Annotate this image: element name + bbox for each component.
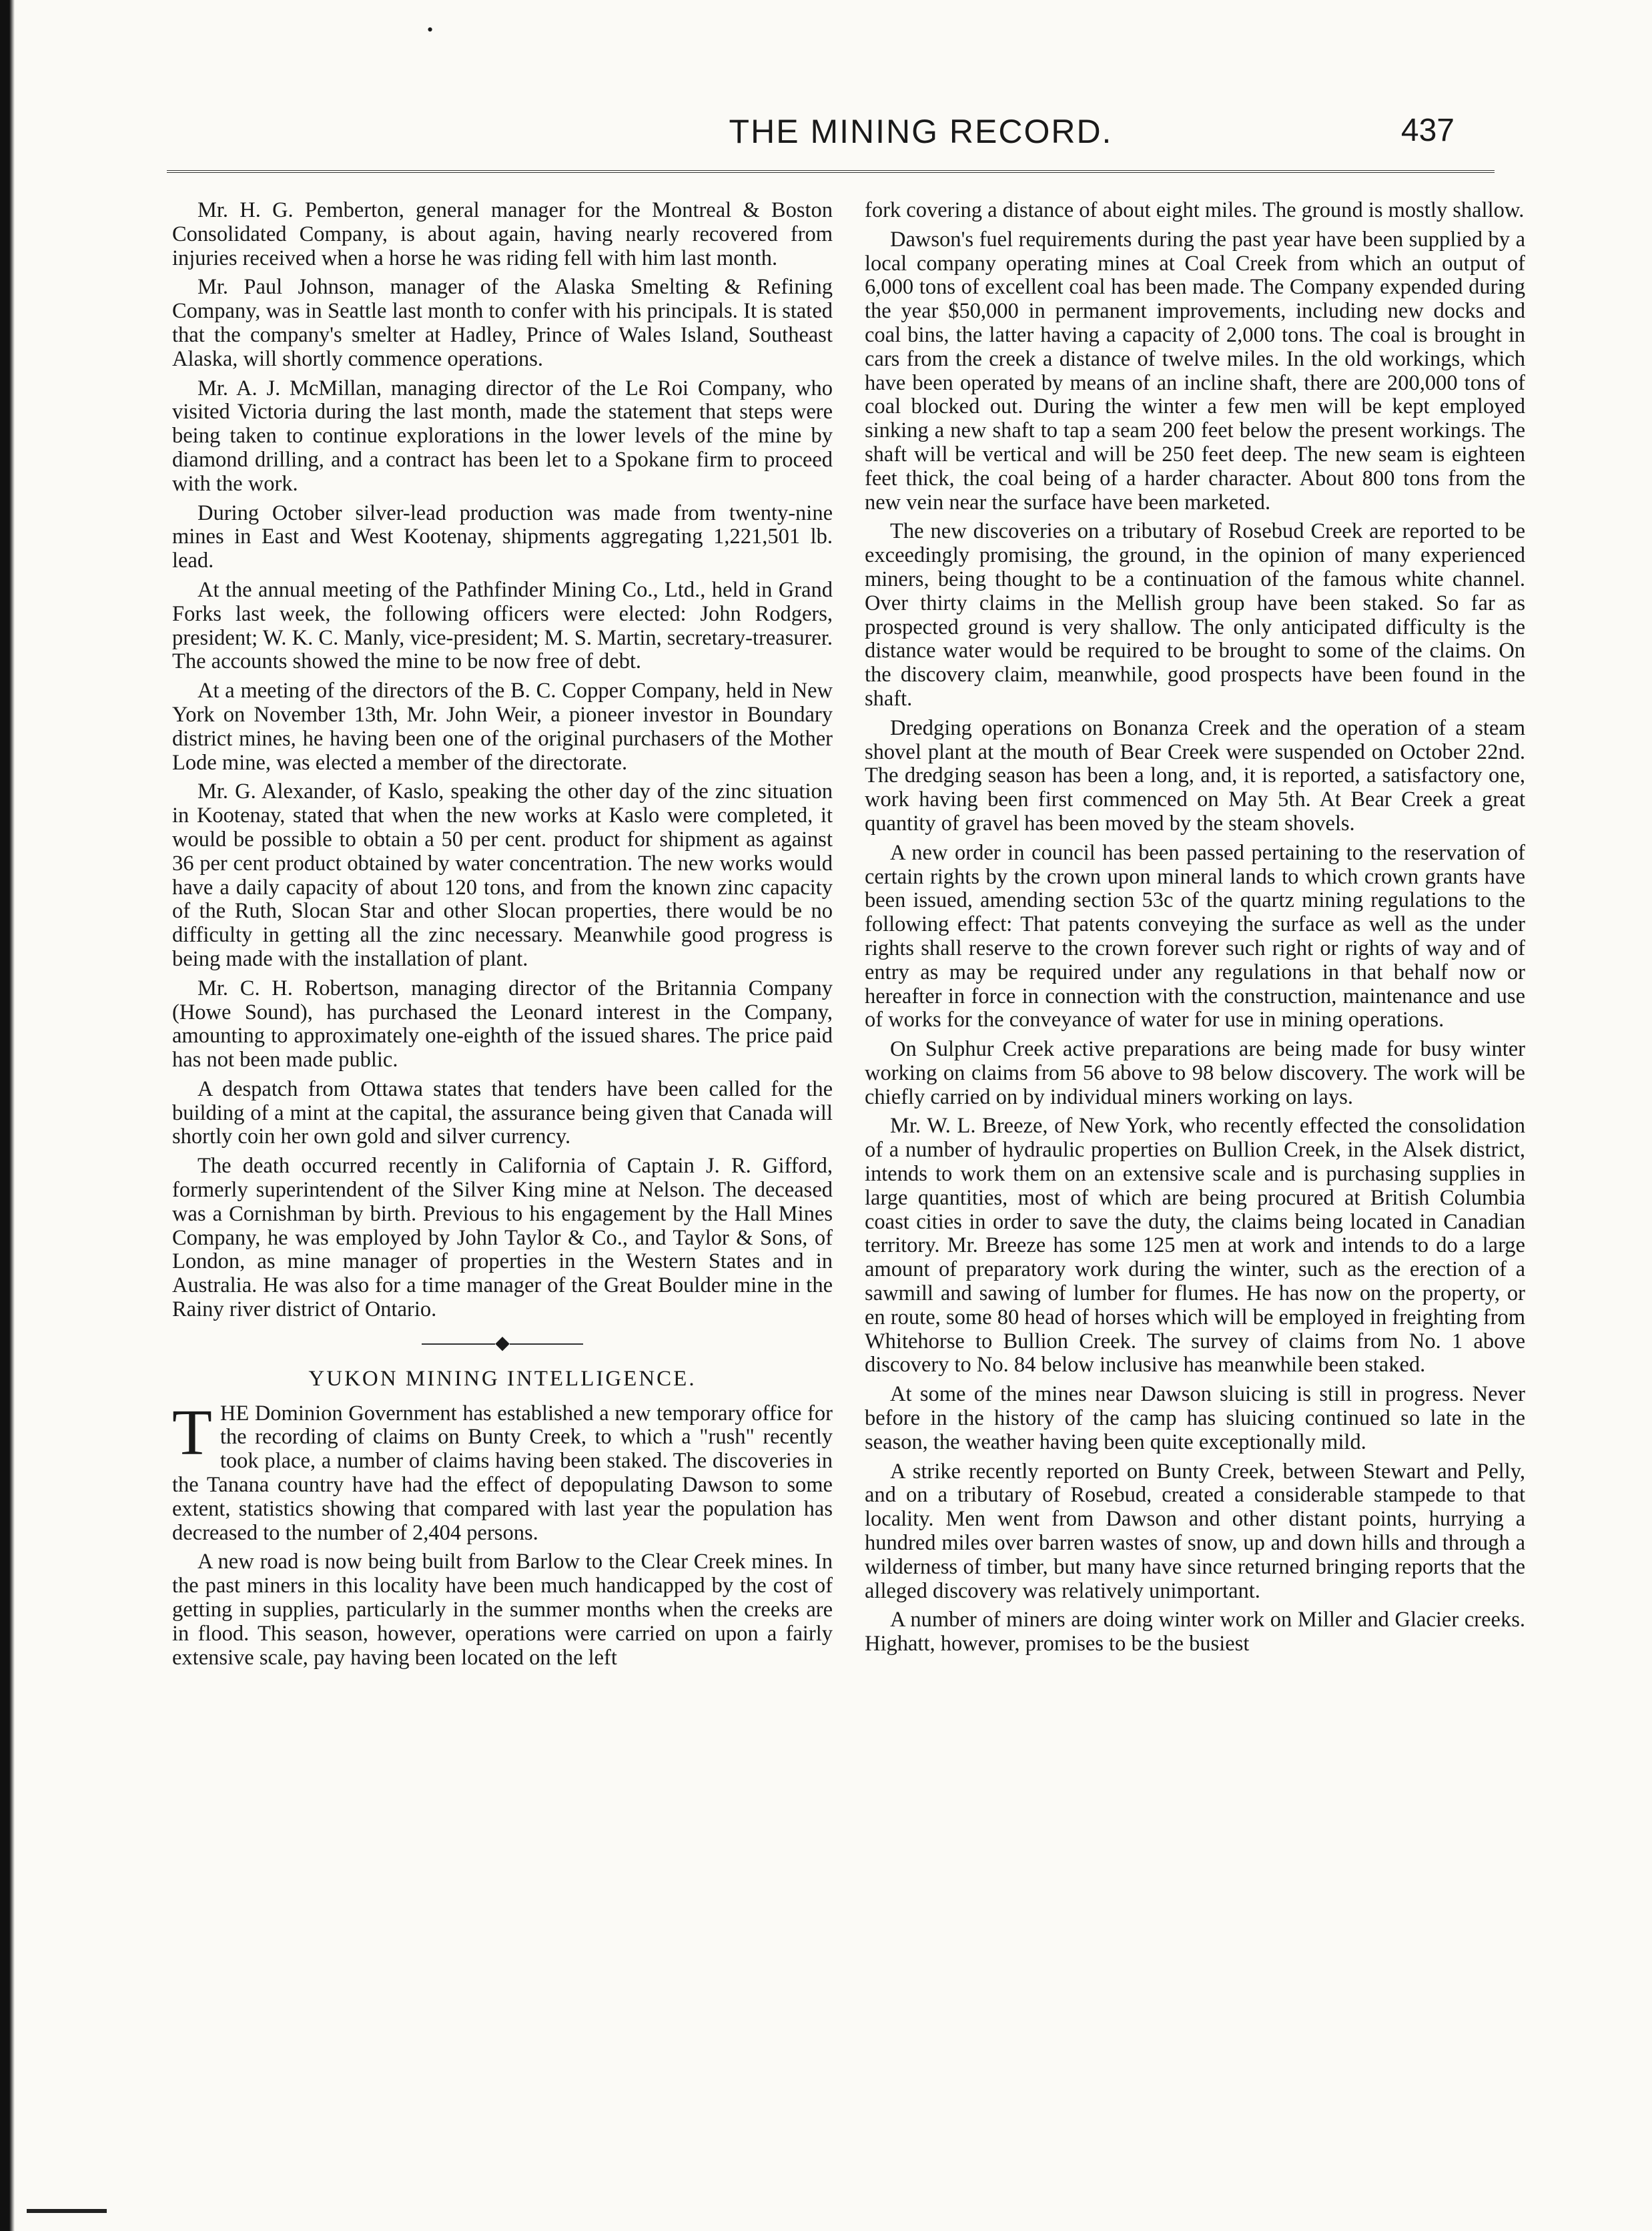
news-paragraph: Mr. H. G. Pemberton, general manager for the Montreal & Boston Consolidated Company, is about again, having nearly recovered from injuries received when a horse he was riding fell with him last month. xyxy=(172,198,833,270)
right-column xyxy=(865,199,1525,1662)
news-paragraph: At the annual meeting of the Pathfinder Mining Co., Ltd., held in Grand Forks last week, the following officers were elected: John Rodgers, president; W. K. C. Manly, vice-president; M. S. Martin, secretary-treasurer. The accounts showed the mine to be now free of debt. xyxy=(172,577,833,674)
news-paragraph: Mr. Paul Johnson, manager of the Alaska Smelting & Refining Company, was in Seattle last month to confer with his principals. It is stated that the company's smelter at Hadley, Prince of Wales Island, Southeast Alaska, will shortly commence operations. xyxy=(172,275,833,371)
news-paragraph: A new road is now being built from Barlow to the Clear Creek mines. In the past miners in this locality have been much handicapped by the cost of getting in supplies, particularly in the summer months when the creeks are in flood. This season, however, operations were carried on upon a fairly extensive scale, pay having been located on the left xyxy=(172,1550,833,1670)
news-paragraph: The new discoveries on a tributary of Rosebud Creek are reported to be exceedingly promising, the ground, in the opinion of many experienced miners, being thought to be a continuation of the famous white channel. Over thirty claims in the Mellish group have been staked. So far as prospected ground is very shallow. The only anticipated difficulty is the distance water would be required to be brought to some of the claims. On the discovery claim, meanwhile, good prospects have been found in the shaft. xyxy=(865,519,1525,711)
news-paragraph: The death occurred recently in California of Captain J. R. Gifford, formerly superintendent of the Silver King mine at Nelson. The deceased was a Cornishman by birth. Previous to his engagement by the Hall Mines Company, he was employed by John Taylor & Co., and Taylor & Sons, of London, as mine manager of properties in the Western States and in Australia. He was also for a time manager of the Great Boulder mine in the Rainy river district of Ontario. xyxy=(172,1154,833,1322)
news-paragraph: Mr. A. J. McMillan, managing director of the Le Roi Company, who visited Victoria during the last month, made the statement that steps were being taken to continue explorations in the lower levels of the mine by diamond drilling, and a contract has been let to a Spokane firm to proceed with the work. xyxy=(172,376,833,496)
news-paragraph: During October silver-lead production was made from twenty-nine mines in East and West Kootenay, shipments aggregating 1,221,501 lb. lead. xyxy=(172,501,833,573)
news-paragraph: At some of the mines near Dawson sluicing is still in progress. Never before in the history of the camp has sluicing continued so late in the season, the weather having been quite exceptionally mild. xyxy=(865,1382,1525,1454)
section-title: YUKON MINING INTELLIGENCE. xyxy=(308,1366,697,1391)
news-paragraph: A number of miners are doing winter work on Miller and Glacier creeks. Highatt, however, promises to be the busiest xyxy=(865,1608,1525,1656)
section-first-paragraph-text: HE Dominion Government has established a new temporary office for the recording of claims on Bunty Creek, to which a "rush" recently took place, a number of claims having been staked. The discoveries in the Tanana country have had the effect of depopulating Dawson to some extent, statistics showing that compared with last year the population has decreased to the number of 2,404 persons. xyxy=(172,1401,833,1545)
drop-cap: T xyxy=(172,1396,212,1469)
header-rule xyxy=(167,170,1495,173)
section-divider-ornament: ◆ xyxy=(172,1334,833,1353)
section-first-paragraph xyxy=(172,1396,833,1546)
news-paragraph: A new order in council has been passed pertaining to the reservation of certain rights by the crown upon mineral lands to which crown grants have been issued, amending section 53c of the quartz mining regulations to the following effect: That patents conveying the surface as well as the under rights shall reserve to the crown forever such right or rights of way and of entry as may be required under any regulations in that behalf now or hereafter in force in connection with the construction, maintenance and use of works for the conveyance of water for use in mining operations. xyxy=(865,840,1525,1032)
binding-edge xyxy=(0,0,15,2231)
news-paragraph: Mr. G. Alexander, of Kaslo, speaking the other day of the zinc situation in Kootenay, stated that when the new works at Kaslo were completed, it would be possible to obtain a 50 per cent. product for shipment as against 36 per cent product obtained by water concentration. The new works would have a daily capacity of about 120 tons, and from the known zinc capacity of the Ruth, Slocan Star and other Slocan properties, there would be no difficulty in getting all the zinc necessary. Meanwhile good progress is being made with the installation of plant. xyxy=(172,779,833,971)
publication-title: THE MINING RECORD. xyxy=(729,113,1113,150)
speck-mark: • xyxy=(427,20,434,39)
binding-foot-mark xyxy=(27,2209,107,2213)
page-number: 437 xyxy=(1400,113,1455,148)
news-paragraph: Dawson's fuel requirements during the past year have been supplied by a local company operating mines at Coal Creek from which an output of 6,000 tons of excellent coal has been made. The Company expended during the year $50,000 in permanent improvements, including new docks and coal bins, the latter having a capacity of 2,000 tons. The coal is brought in cars from the creek a distance of twelve miles. In the old workings, which have been operated by means of an incline shaft, there are 200,000 tons of coal blocked out. During the winter a few men will be kept employed sinking a new shaft to tap a seam 200 feet below the present workings. The shaft will be vertical and will be 250 feet deep. The new seam is eighteen feet thick, the coal being of a harder character. About 800 tons from the new vein near the surface have been marketed. xyxy=(865,227,1525,515)
news-paragraph: A strike recently reported on Bunty Creek, between Stewart and Pelly, and on a tributary of Rosebud, created a considerable stampede to that locality. Men went from Dawson and other distant points, hurrying a hundred miles over barren wastes of snow, up and down hills and through a wilderness of timber, but many have since returned bringing reports that the alleged discovery was relatively unimportant. xyxy=(865,1459,1525,1603)
news-paragraph: Mr. W. L. Breeze, of New York, who recently effected the consolidation of a number of hydraulic properties on Bullion Creek, in the Alsek district, intends to work them on an extensive scale and is purchasing supplies in large quantities, most of which are being procured at British Columbia coast cities in order to save the duty, the claims being located in Canadian territory. Mr. Breeze has some 125 men at work and intends to do a large amount of preparatory work during the winter, such as the erection of a sawmill and sawing of lumber for flumes. He has now on the property, or en route, some 80 head of horses which will be employed in freighting from Whitehorse to Bullion Creek. The survey of claims from No. 1 above discovery to No. 84 below inclusive has meanwhile been staked. xyxy=(865,1114,1525,1377)
left-column xyxy=(172,199,833,1675)
running-header xyxy=(167,112,1495,159)
news-paragraph: Dredging operations on Bonanza Creek and the operation of a steam shovel plant at the mouth of Bear Creek were suspended on October 22nd. The dredging season has been a long, and, it is reported, a satisfactory one, work having been first commenced on May 5th. At Bear Creek a great quantity of gravel has been moved by the steam shovels. xyxy=(865,715,1525,836)
news-paragraph: On Sulphur Creek active preparations are being made for busy winter working on claims from 56 above to 98 below discovery. The work will be chiefly carried on by individual miners working on lays. xyxy=(865,1037,1525,1109)
news-paragraph: Mr. C. H. Robertson, managing director of the Britannia Company (Howe Sound), has purchased the Leonard interest in the Company, amounting to approximately one-eighth of the issued shares. The price paid has not been made public. xyxy=(172,976,833,1072)
news-paragraph-continued: fork covering a distance of about eight miles. The ground is mostly shallow. xyxy=(865,198,1525,222)
news-paragraph: A despatch from Ottawa states that tenders have been called for the building of a mint at the capital, the assurance being given that Canada will shortly coin her own gold and silver currency. xyxy=(172,1076,833,1149)
news-paragraph: At a meeting of the directors of the B. C. Copper Company, held in New York on November 13th, Mr. John Weir, a pioneer investor in Boundary district mines, he having been one of the original purchasers of the Mother Lode mine, was elected a member of the directorate. xyxy=(172,679,833,775)
